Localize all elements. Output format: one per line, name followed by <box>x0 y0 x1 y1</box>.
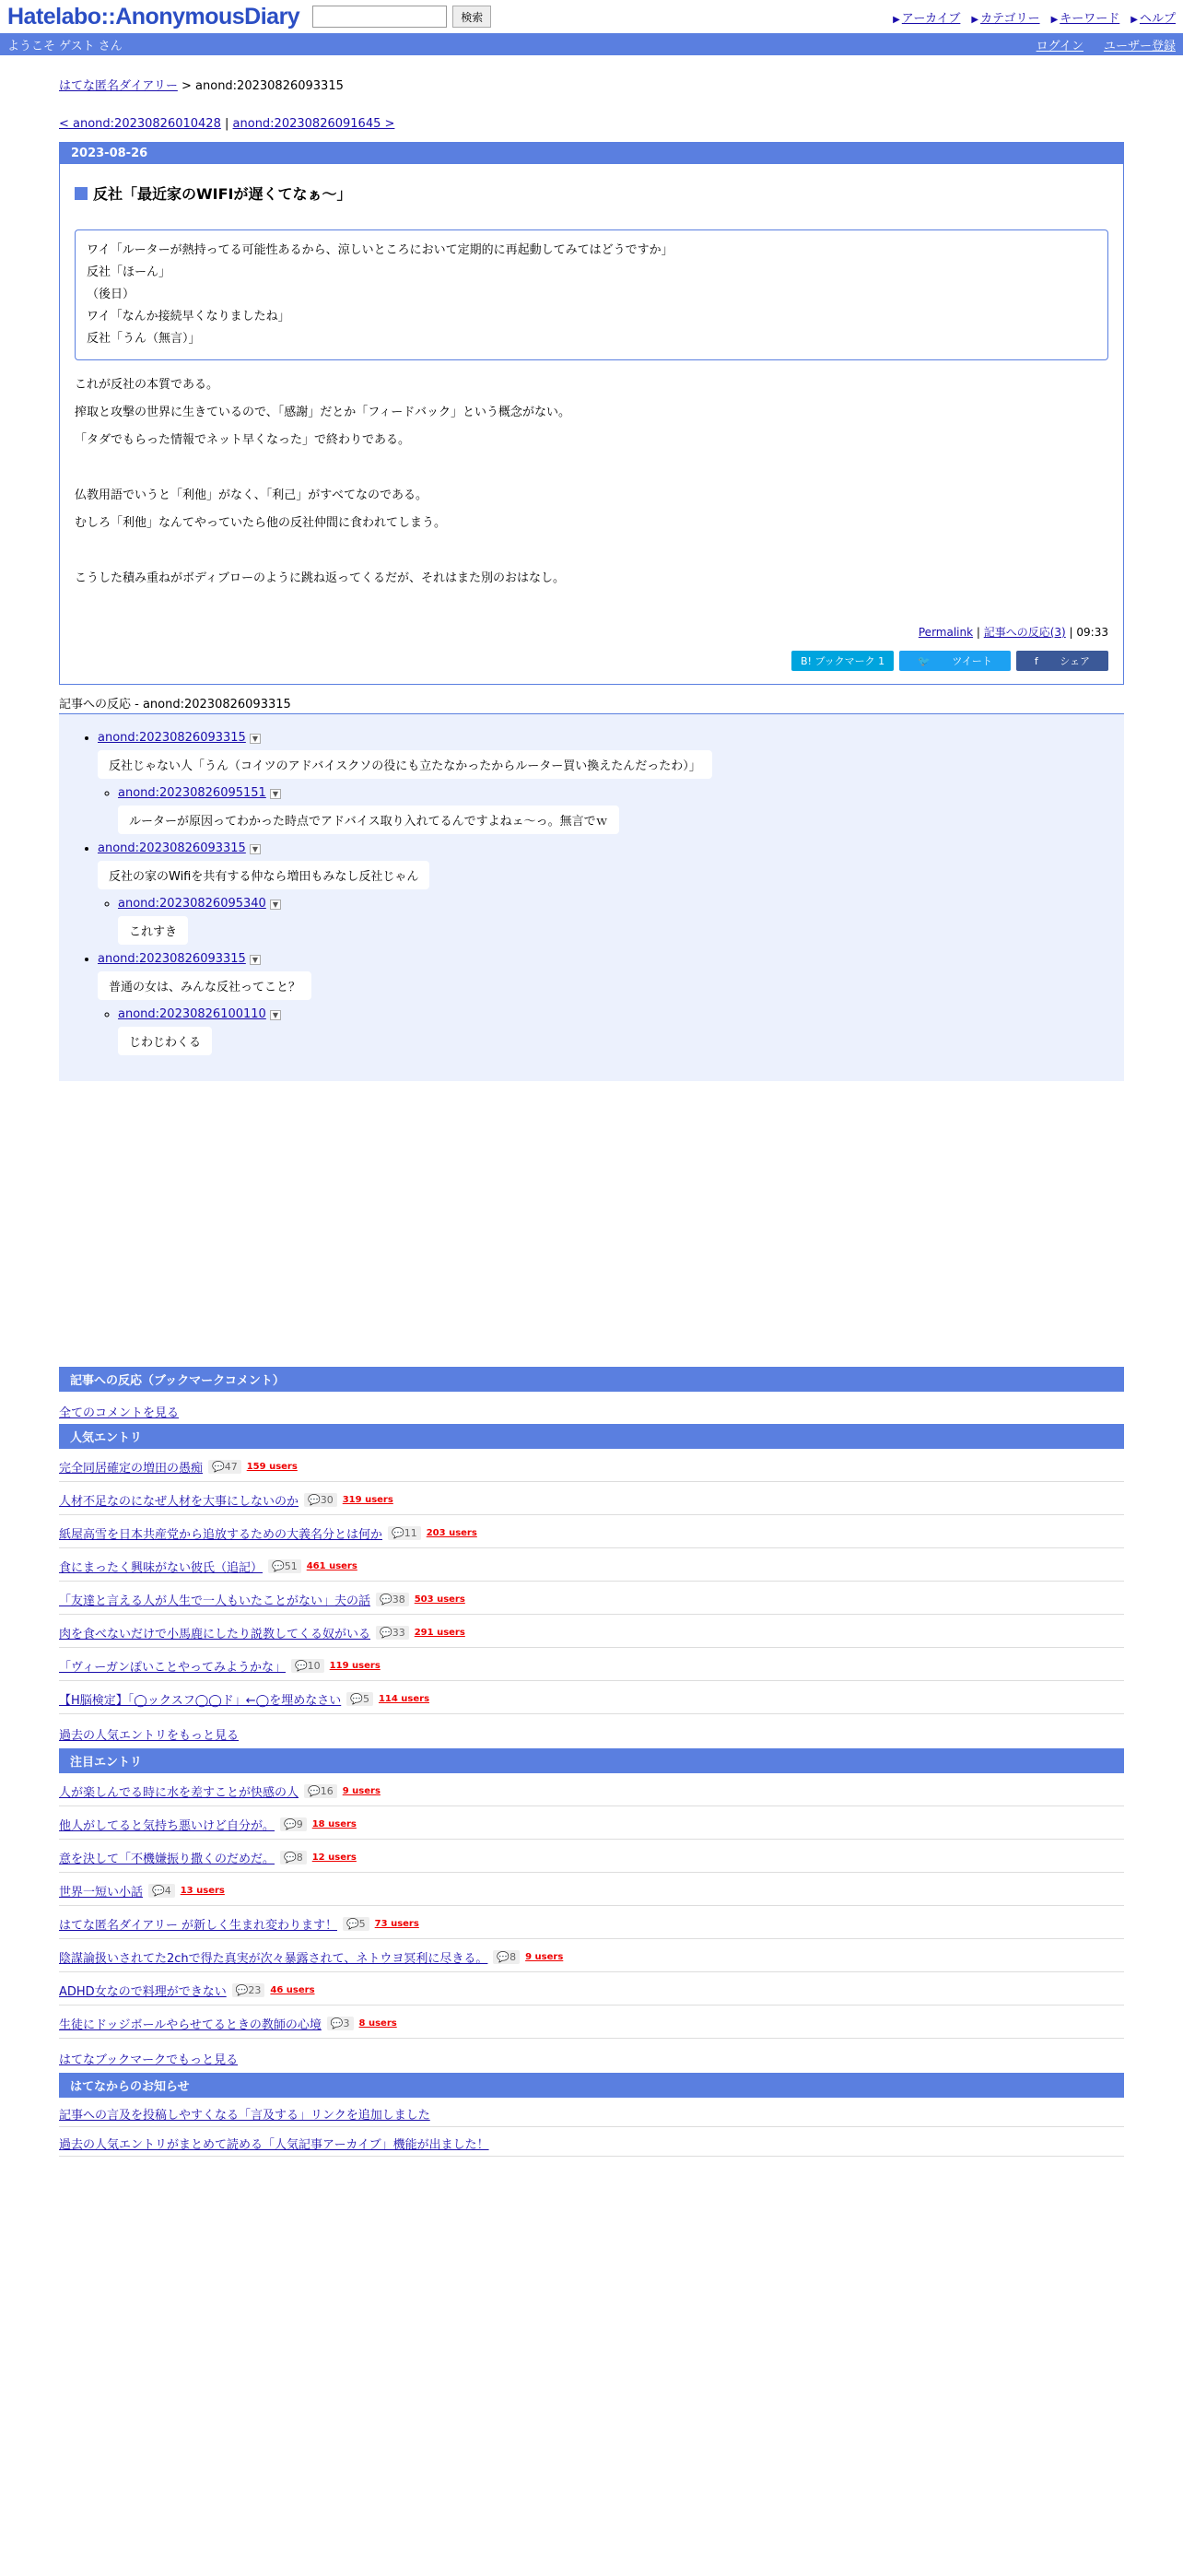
entry-paragraph: 搾取と攻撃の世界に生きているので、「感謝」だとか「フィードバック」という概念がない。 <box>75 406 570 419</box>
comment-icon: 💬 <box>497 1951 510 1963</box>
comment-icon: 💬 <box>392 1527 404 1539</box>
dropdown-icon[interactable]: ▼ <box>250 844 261 854</box>
bookmark-users-badge[interactable]: 114 users <box>378 1694 430 1704</box>
chevron-right-icon: ▶ <box>971 14 979 25</box>
comment-count-value: 47 <box>224 1461 238 1473</box>
search-input[interactable] <box>312 6 447 28</box>
reaction-reply <box>118 1007 1106 1055</box>
comment-count-value: 11 <box>404 1527 417 1539</box>
entry-row <box>59 1449 1124 1482</box>
all-comments-link[interactable]: 全てのコメントを見る <box>59 1406 180 1420</box>
bookmark-users-badge[interactable]: 18 users <box>311 1819 357 1829</box>
notable-entries-list <box>59 1773 1124 2039</box>
reactions-list <box>59 714 1124 1081</box>
entry-title-text[interactable]: 反社「最近家のWIFIが遅くてなぁ〜」 <box>93 185 352 203</box>
entry-row <box>59 1840 1124 1873</box>
comment-icon: 💬 <box>308 1785 321 1797</box>
nav-archive[interactable]: ▶ アーカイブ <box>893 11 961 26</box>
comment-count-value: 51 <box>284 1560 298 1572</box>
comment-count-value: 38 <box>392 1594 405 1606</box>
dropdown-icon[interactable]: ▼ <box>250 734 261 744</box>
bookmark-users-badge[interactable]: 9 users <box>525 1952 564 1962</box>
welcome-text: ようこそ ゲスト さん <box>7 39 123 53</box>
popular-entries-heading: 人気エントリ <box>59 1424 1124 1449</box>
tweet-label: ツイート <box>952 655 992 667</box>
comment-count-value: 3 <box>343 2017 350 2029</box>
entry-title <box>75 182 1108 204</box>
entry-footer: Permalink | 記事への反応(3) | 09:33 <box>918 626 1108 639</box>
reaction-text: ルーターが原因ってわかった時点でアドバイス取り入れてるんですよねェ〜っ。無言でｗ <box>118 806 619 834</box>
comment-count[interactable] <box>304 1493 337 1507</box>
dropdown-icon[interactable]: ▼ <box>270 900 281 910</box>
comment-count-value: 9 <box>296 1818 303 1830</box>
reaction-reply <box>118 786 1106 834</box>
search-button[interactable]: 検索 <box>452 6 491 28</box>
bookmark-users-badge[interactable]: 13 users <box>180 1886 225 1896</box>
news-heading: はてなからのお知らせ <box>59 2073 1124 2098</box>
bookmark-users-badge[interactable]: 503 users <box>414 1594 465 1605</box>
comment-count[interactable] <box>343 1917 369 1931</box>
reaction-link[interactable]: anond:20230826093315 <box>98 731 246 745</box>
entry-link[interactable]: 世界一短い小話 <box>59 1886 144 1900</box>
comment-count-value: 5 <box>358 1918 366 1930</box>
site-logo[interactable]: Hatelabo::AnonymousDiary <box>7 3 300 29</box>
reaction-item <box>98 731 1106 834</box>
comment-count-value: 16 <box>320 1785 334 1797</box>
entry-row <box>59 1515 1124 1548</box>
login-link[interactable]: ログイン <box>1036 39 1083 53</box>
reaction-text: これすき <box>118 916 188 945</box>
breadcrumb-current: anond:20230826093315 <box>195 79 344 93</box>
square-icon <box>75 187 88 200</box>
dropdown-icon[interactable]: ▼ <box>270 789 281 799</box>
entry-link[interactable]: 意を決して「不機嫌振り撒くのだめだ。 <box>59 1853 275 1866</box>
entry-link[interactable]: 食にまったく興味がない彼氏（追記） <box>59 1561 264 1575</box>
permalink[interactable]: Permalink <box>918 626 974 639</box>
entry-link[interactable]: はてな匿名ダイアリー が新しく生まれ変わります！ <box>59 1919 337 1933</box>
dropdown-icon[interactable]: ▼ <box>250 955 261 965</box>
share-label: シェア <box>1060 655 1090 667</box>
breadcrumb-separator: > <box>181 79 192 93</box>
bookmark-users-badge[interactable]: 119 users <box>329 1661 381 1671</box>
comment-count-value: 5 <box>362 1693 369 1705</box>
comment-icon: 💬 <box>380 1594 392 1606</box>
comment-count-value: 8 <box>296 1852 303 1864</box>
bookmark-comments-heading: 記事への反応（ブックマークコメント） <box>59 1367 1124 1392</box>
nav-category[interactable]: ▶ カテゴリー <box>971 11 1040 26</box>
comment-icon: 💬 <box>380 1627 392 1639</box>
hatena-bookmark-button[interactable]: B! ブックマーク 1 <box>791 651 894 671</box>
chevron-right-icon: ▶ <box>1050 14 1059 25</box>
entry-box <box>59 142 1124 685</box>
breadcrumb-home[interactable]: はてな匿名ダイアリー <box>59 79 178 93</box>
nav-help[interactable]: ▶ ヘルプ <box>1130 11 1176 26</box>
comment-count[interactable] <box>493 1950 520 1964</box>
main-content <box>59 76 1124 2157</box>
quote-line: （後日） <box>87 288 135 301</box>
entry-row <box>59 2006 1124 2039</box>
share-buttons <box>75 651 1108 671</box>
entry-paragraph: 「タダでもらった情報でネット早くなった」で終わりである。 <box>75 433 411 447</box>
reaction-link[interactable]: anond:20230826093315 <box>98 841 246 855</box>
entry-link[interactable]: 【H脳検定】「◯ックスフ◯◯ド」←◯を埋めなさい <box>59 1694 342 1708</box>
news-link[interactable]: 記事への言及を投稿しやすくなる「言及する」リンクを追加しました <box>59 2109 430 2123</box>
comment-count-value: 4 <box>164 1885 171 1897</box>
comment-count[interactable] <box>388 1526 421 1540</box>
bookmark-users-badge[interactable]: 73 users <box>374 1919 419 1929</box>
entry-paragraph: こうした積み重ねがボディブローのように跳ね返ってくるだが、それはまた別のおはなし。 <box>75 571 565 585</box>
comment-icon: 💬 <box>235 1984 249 1996</box>
quote-line: ワイ「なんか接続早くなりましたね」 <box>87 310 290 323</box>
twitter-icon: 🐦 <box>918 655 934 667</box>
comment-count[interactable] <box>346 1692 373 1706</box>
entry-row <box>59 1648 1124 1681</box>
comment-count[interactable] <box>304 1784 337 1798</box>
comment-count-value: 23 <box>248 1984 262 1996</box>
next-entry-link[interactable]: anond:20230826091645 > <box>232 117 395 131</box>
entry-link[interactable]: 陰謀論扱いされてた2chで得た真実が次々暴露されて、ネトウヨ冥利に尽きる。 <box>59 1952 488 1966</box>
top-bar <box>0 0 1183 33</box>
bookmark-users-badge[interactable]: 12 users <box>311 1853 357 1863</box>
news-list <box>59 2098 1124 2157</box>
entry-paragraph: 仏教用語でいうと「利他」がなく、「利己」がすべてなのである。 <box>75 488 428 502</box>
entry-link[interactable]: 人材不足なのになぜ人材を大事にしないのか <box>59 1495 299 1509</box>
bookmark-users-badge[interactable]: 159 users <box>246 1462 298 1472</box>
comment-count[interactable] <box>291 1659 324 1673</box>
reaction-text: 反社じゃない人「うん（コイツのアドバイスクソの役にも立たなかったからルーター買い換えたんだったわ）」 <box>98 750 712 779</box>
comment-icon: 💬 <box>284 1818 297 1830</box>
reaction-link[interactable]: anond:20230826100110 <box>118 1007 266 1021</box>
news-link[interactable]: 過去の人気エントリがまとめて読める「人気記事アーカイブ」機能が出ました！ <box>59 2138 489 2152</box>
reaction-text: 反社の家のWifiを共有する仲なら増田もみなし反社じゃん <box>98 861 429 889</box>
entry-row <box>59 1806 1124 1840</box>
entry-row <box>59 1615 1124 1648</box>
entry-link[interactable]: 生徒にドッジボールやらせてるときの教師の心境 <box>59 2018 322 2032</box>
comment-count[interactable] <box>280 1817 307 1831</box>
entry-row <box>59 1906 1124 1939</box>
reaction-item <box>98 841 1106 945</box>
comment-count[interactable] <box>376 1626 409 1640</box>
prev-next-separator: | <box>225 117 229 131</box>
comment-count[interactable] <box>280 1851 307 1864</box>
entry-link[interactable]: 他人がしてると気持ち悪いけど自分が。 <box>59 1819 275 1833</box>
breadcrumb <box>59 76 1124 93</box>
bookmark-users-badge[interactable]: 461 users <box>306 1561 357 1571</box>
quote-line: ワイ「ルーターが熱持ってる可能性あるから、涼しいところにおいて定期的に再起動してみてはどうですか」 <box>87 243 673 257</box>
comment-icon: 💬 <box>346 1918 359 1930</box>
entry-row <box>59 1582 1124 1615</box>
reactions-heading: 記事への反応 - anond:20230826093315 <box>59 694 1124 714</box>
comment-count-value: 33 <box>392 1627 405 1639</box>
comment-count[interactable] <box>148 1884 175 1898</box>
entry-link[interactable]: 「友達と言える人が人生で一人もいたことがない」夫の話 <box>59 1594 371 1608</box>
comment-count[interactable] <box>208 1460 241 1474</box>
comment-count[interactable] <box>232 1983 265 1997</box>
top-nav <box>893 8 1176 26</box>
comment-count-value: 30 <box>320 1494 334 1506</box>
comment-count[interactable] <box>327 2017 354 2030</box>
entry-paragraph: むしろ「利他」なんてやっていたら他の反社仲間に食われてしまう。 <box>75 516 447 530</box>
bookmark-users-badge[interactable]: 319 users <box>342 1495 393 1505</box>
comment-icon: 💬 <box>350 1693 363 1705</box>
entry-link[interactable]: 人が楽しんでる時に水を差すことが快感の人 <box>59 1786 299 1800</box>
nav-keyword[interactable]: ▶ キーワード <box>1050 11 1120 26</box>
comment-count-value: 8 <box>510 1951 517 1963</box>
reaction-text: じわじわくる <box>118 1027 212 1055</box>
facebook-share-button[interactable] <box>1016 651 1108 671</box>
comment-icon: 💬 <box>294 1660 308 1672</box>
bookmark-users-badge[interactable]: 9 users <box>342 1786 381 1796</box>
comment-count[interactable] <box>268 1559 301 1573</box>
bookmark-users-badge[interactable]: 8 users <box>358 2018 397 2029</box>
entry-row <box>59 1972 1124 2006</box>
entry-row <box>59 1548 1124 1582</box>
reactions-link[interactable]: 記事への反応(3) <box>983 626 1066 639</box>
reaction-item <box>98 952 1106 1055</box>
entry-link[interactable]: 完全同居確定の増田の愚痴 <box>59 1462 204 1476</box>
entry-row <box>59 1939 1124 1972</box>
comment-icon: 💬 <box>152 1885 165 1897</box>
facebook-icon: f <box>1034 655 1042 667</box>
comment-count[interactable] <box>376 1593 409 1606</box>
chevron-right-icon: ▶ <box>1130 14 1138 25</box>
reaction-text: 普通の女は、みんな反社ってこと？ <box>98 971 311 1000</box>
register-link[interactable]: ユーザー登録 <box>1103 39 1176 53</box>
entry-link[interactable]: 紙屋高雪を日本共産党から追放するための大義名分とは何か <box>59 1528 383 1542</box>
bookmark-users-badge[interactable]: 291 users <box>414 1628 465 1638</box>
comment-icon: 💬 <box>308 1494 321 1506</box>
entry-time: 09:33 <box>1076 626 1108 639</box>
bookmark-users-badge[interactable]: 46 users <box>270 1985 315 1995</box>
more-bookmark-link[interactable]: はてなブックマークでもっと見る <box>59 2053 239 2067</box>
quote-line: 反社「ほーん」 <box>87 265 171 279</box>
reaction-link[interactable]: anond:20230826093315 <box>98 952 246 966</box>
entry-quote <box>75 229 1108 360</box>
entry-row <box>59 1482 1124 1515</box>
chevron-right-icon: ▶ <box>893 14 900 25</box>
more-popular-link[interactable]: 過去の人気エントリをもっと見る <box>59 1729 240 1743</box>
entry-link[interactable]: 「ヴィーガンぽいことやってみようかな」 <box>59 1661 286 1675</box>
entry-paragraph: これが反社の本質である。 <box>75 378 219 392</box>
dropdown-icon[interactable]: ▼ <box>270 1010 281 1020</box>
bookmark-users-badge[interactable]: 203 users <box>426 1528 477 1538</box>
comment-icon: 💬 <box>212 1461 225 1473</box>
comment-icon: 💬 <box>330 2017 344 2029</box>
prev-next-nav <box>59 117 1124 131</box>
welcome-bar <box>0 33 1183 55</box>
tweet-button[interactable] <box>899 651 1011 671</box>
reaction-reply <box>118 897 1106 945</box>
notable-entries-heading: 注目エントリ <box>59 1748 1124 1773</box>
comment-icon: 💬 <box>272 1560 285 1572</box>
entry-row <box>59 1773 1124 1806</box>
comment-count-value: 10 <box>307 1660 321 1672</box>
quote-line: 反社「うん（無言）」 <box>87 332 201 346</box>
entry-link[interactable]: 肉を食べないだけで小馬鹿にしたり説教してくる奴がいる <box>59 1628 371 1641</box>
reaction-link[interactable]: anond:20230826095340 <box>118 897 266 911</box>
prev-entry-link[interactable]: < anond:20230826010428 <box>59 117 221 131</box>
entry-link[interactable]: ADHD女なので料理ができない <box>59 1985 227 1999</box>
entry-row <box>59 1873 1124 1906</box>
popular-entries-list <box>59 1449 1124 1714</box>
reaction-link[interactable]: anond:20230826095151 <box>118 786 266 800</box>
entry-date: 2023-08-26 <box>60 143 1123 164</box>
entry-row <box>59 1681 1124 1714</box>
comment-icon: 💬 <box>284 1852 297 1864</box>
